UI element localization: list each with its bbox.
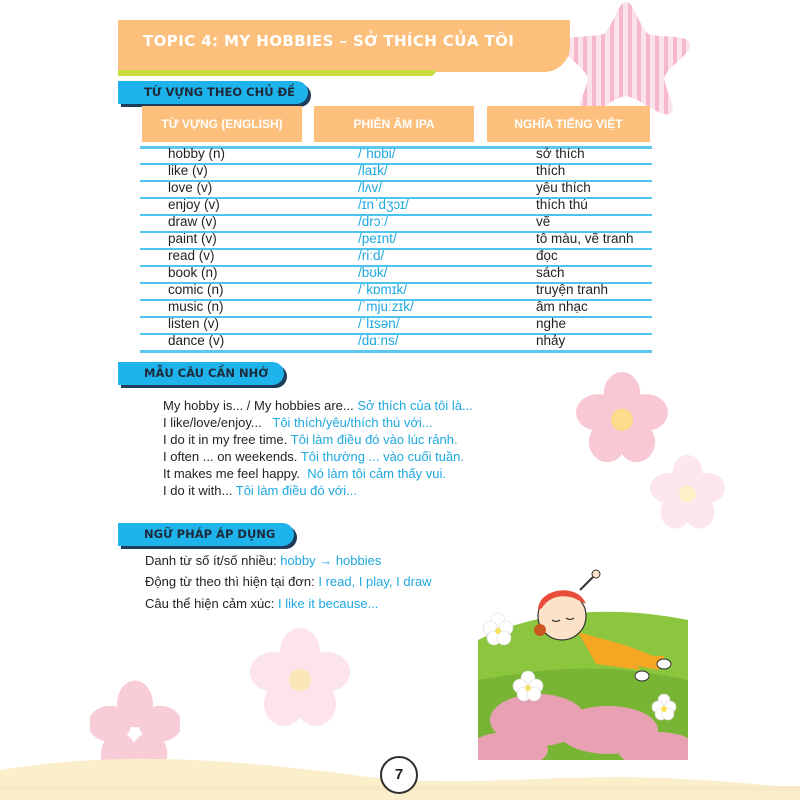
page-title: TOPIC 4: MY HOBBIES – SỞ THÍCH CỦA TÔI	[143, 32, 515, 50]
vocab-meaning: âm nhạc	[536, 299, 588, 314]
vocab-ipa: /riːd/	[358, 248, 385, 263]
phrase-line	[163, 483, 357, 498]
phrase-english: I often ... on weekends.	[163, 449, 298, 464]
vocab-ipa: /ˈhɒbi/	[358, 146, 396, 161]
vocab-meaning: thích thú	[536, 197, 588, 212]
vocab-ipa: /ˈkɒmɪk/	[358, 282, 408, 297]
vocab-word: draw (v)	[168, 214, 217, 229]
vocab-word: book (n)	[168, 265, 218, 280]
girl-on-grass-illustration	[478, 560, 688, 760]
vocab-section-header	[118, 81, 308, 104]
vocab-meaning: sở thích	[536, 146, 585, 161]
vocab-ipa: /lʌv/	[358, 180, 383, 195]
column-header-meaning: NGHĨA TIẾNG VIỆT	[487, 106, 650, 142]
vocab-ipa: /bʊk/	[358, 265, 388, 280]
pink-flower-decoration	[576, 372, 668, 464]
phrase-line	[163, 415, 433, 430]
grammar-line	[145, 553, 381, 568]
vocab-meaning: thích	[536, 163, 566, 178]
pale-flower-decoration	[250, 628, 350, 728]
vocab-word: music (n)	[168, 299, 224, 314]
vocab-word: hobby (n)	[168, 146, 226, 161]
grammar-label: Danh từ số ít/số nhiều:	[145, 553, 277, 568]
vocab-word: comic (n)	[168, 282, 224, 297]
grammar-example: hobby → hobbies	[280, 553, 382, 568]
phrase-line	[163, 449, 464, 464]
vocab-meaning: truyện tranh	[536, 282, 609, 297]
vocab-word: like (v)	[168, 163, 208, 178]
grammar-example: I like it because...	[277, 596, 379, 611]
phrase-vietnamese: Tôi thích/yêu/thích thú với...	[272, 415, 433, 430]
table-rule-line	[140, 214, 652, 216]
table-rule-line	[140, 248, 652, 250]
vocab-ipa: /dɑːns/	[358, 333, 399, 348]
vocab-section-title: TỪ VỰNG THEO CHỦ ĐỀ	[144, 85, 296, 99]
grammar-label: Câu thể hiện cảm xúc:	[145, 596, 275, 611]
grammar-line	[145, 596, 378, 611]
phrase-vietnamese: Sở thích của tôi là...	[357, 398, 473, 413]
column-header-ipa: PHIÊN ÂM IPA	[314, 106, 474, 142]
column-header-english: TỪ VỰNG (ENGLISH)	[142, 106, 302, 142]
phrases-section-header	[118, 362, 284, 385]
striped-star-decoration	[556, 0, 696, 120]
grammar-line	[145, 574, 432, 589]
vocab-word: read (v)	[168, 248, 215, 263]
table-rule-line	[140, 350, 652, 353]
phrase-english: I do it with...	[163, 483, 233, 498]
phrase-english: My hobby is... / My hobbies are...	[163, 398, 354, 413]
vocab-meaning: vẽ	[536, 214, 551, 229]
phrase-vietnamese: Nó làm tôi cảm thấy vui.	[307, 466, 446, 481]
vocab-meaning: nhảy	[536, 333, 566, 348]
vocab-ipa: /laɪk/	[358, 163, 388, 178]
vocab-meaning: nghe	[536, 316, 567, 331]
phrase-english: I do it in my free time.	[163, 432, 288, 447]
phrase-line	[163, 398, 473, 413]
phrase-english: I like/love/enjoy...	[163, 415, 262, 430]
grammar-section-title: NGỮ PHÁP ÁP DỤNG	[144, 527, 276, 541]
vocab-word: enjoy (v)	[168, 197, 220, 212]
vocab-ipa: /ˈmjuːzɪk/	[358, 299, 414, 314]
vocab-word: paint (v)	[168, 231, 217, 246]
phrase-line	[163, 432, 458, 447]
table-rule-line	[140, 163, 652, 165]
phrases-section-title: MẪU CÂU CẦN NHỚ	[144, 366, 269, 380]
page-number: 7	[380, 756, 418, 794]
title-underline-strip	[118, 70, 436, 76]
phrase-vietnamese: Tôi làm điều đó vào lúc rảnh.	[290, 432, 458, 447]
vocab-ipa: /drɔː/	[358, 214, 389, 229]
grammar-label: Động từ theo thì hiện tại đơn:	[145, 574, 315, 589]
vocab-meaning: đọc	[536, 248, 558, 263]
vocab-word: listen (v)	[168, 316, 220, 331]
vocab-meaning: tô màu, vẽ tranh	[536, 231, 634, 246]
vocab-meaning: sách	[536, 265, 565, 280]
pale-flower-decoration	[650, 455, 725, 530]
vocab-ipa: /ˈlɪsən/	[358, 316, 400, 331]
phrase-line	[163, 466, 446, 481]
vocab-ipa: /ɪnˈdʒɔɪ/	[358, 197, 409, 212]
phrase-english: It makes me feel happy.	[163, 466, 301, 481]
phrase-vietnamese: Tôi thường ... vào cuối tuần.	[300, 449, 465, 464]
grammar-section-header	[118, 523, 294, 546]
vocab-word: love (v)	[168, 180, 213, 195]
grammar-example: I read, I play, I draw	[318, 574, 432, 589]
vocab-meaning: yêu thích	[536, 180, 591, 195]
phrase-vietnamese: Tôi làm điều đó với...	[235, 483, 358, 498]
vocab-ipa: /peɪnt/	[358, 231, 397, 246]
vocab-word: dance (v)	[168, 333, 225, 348]
